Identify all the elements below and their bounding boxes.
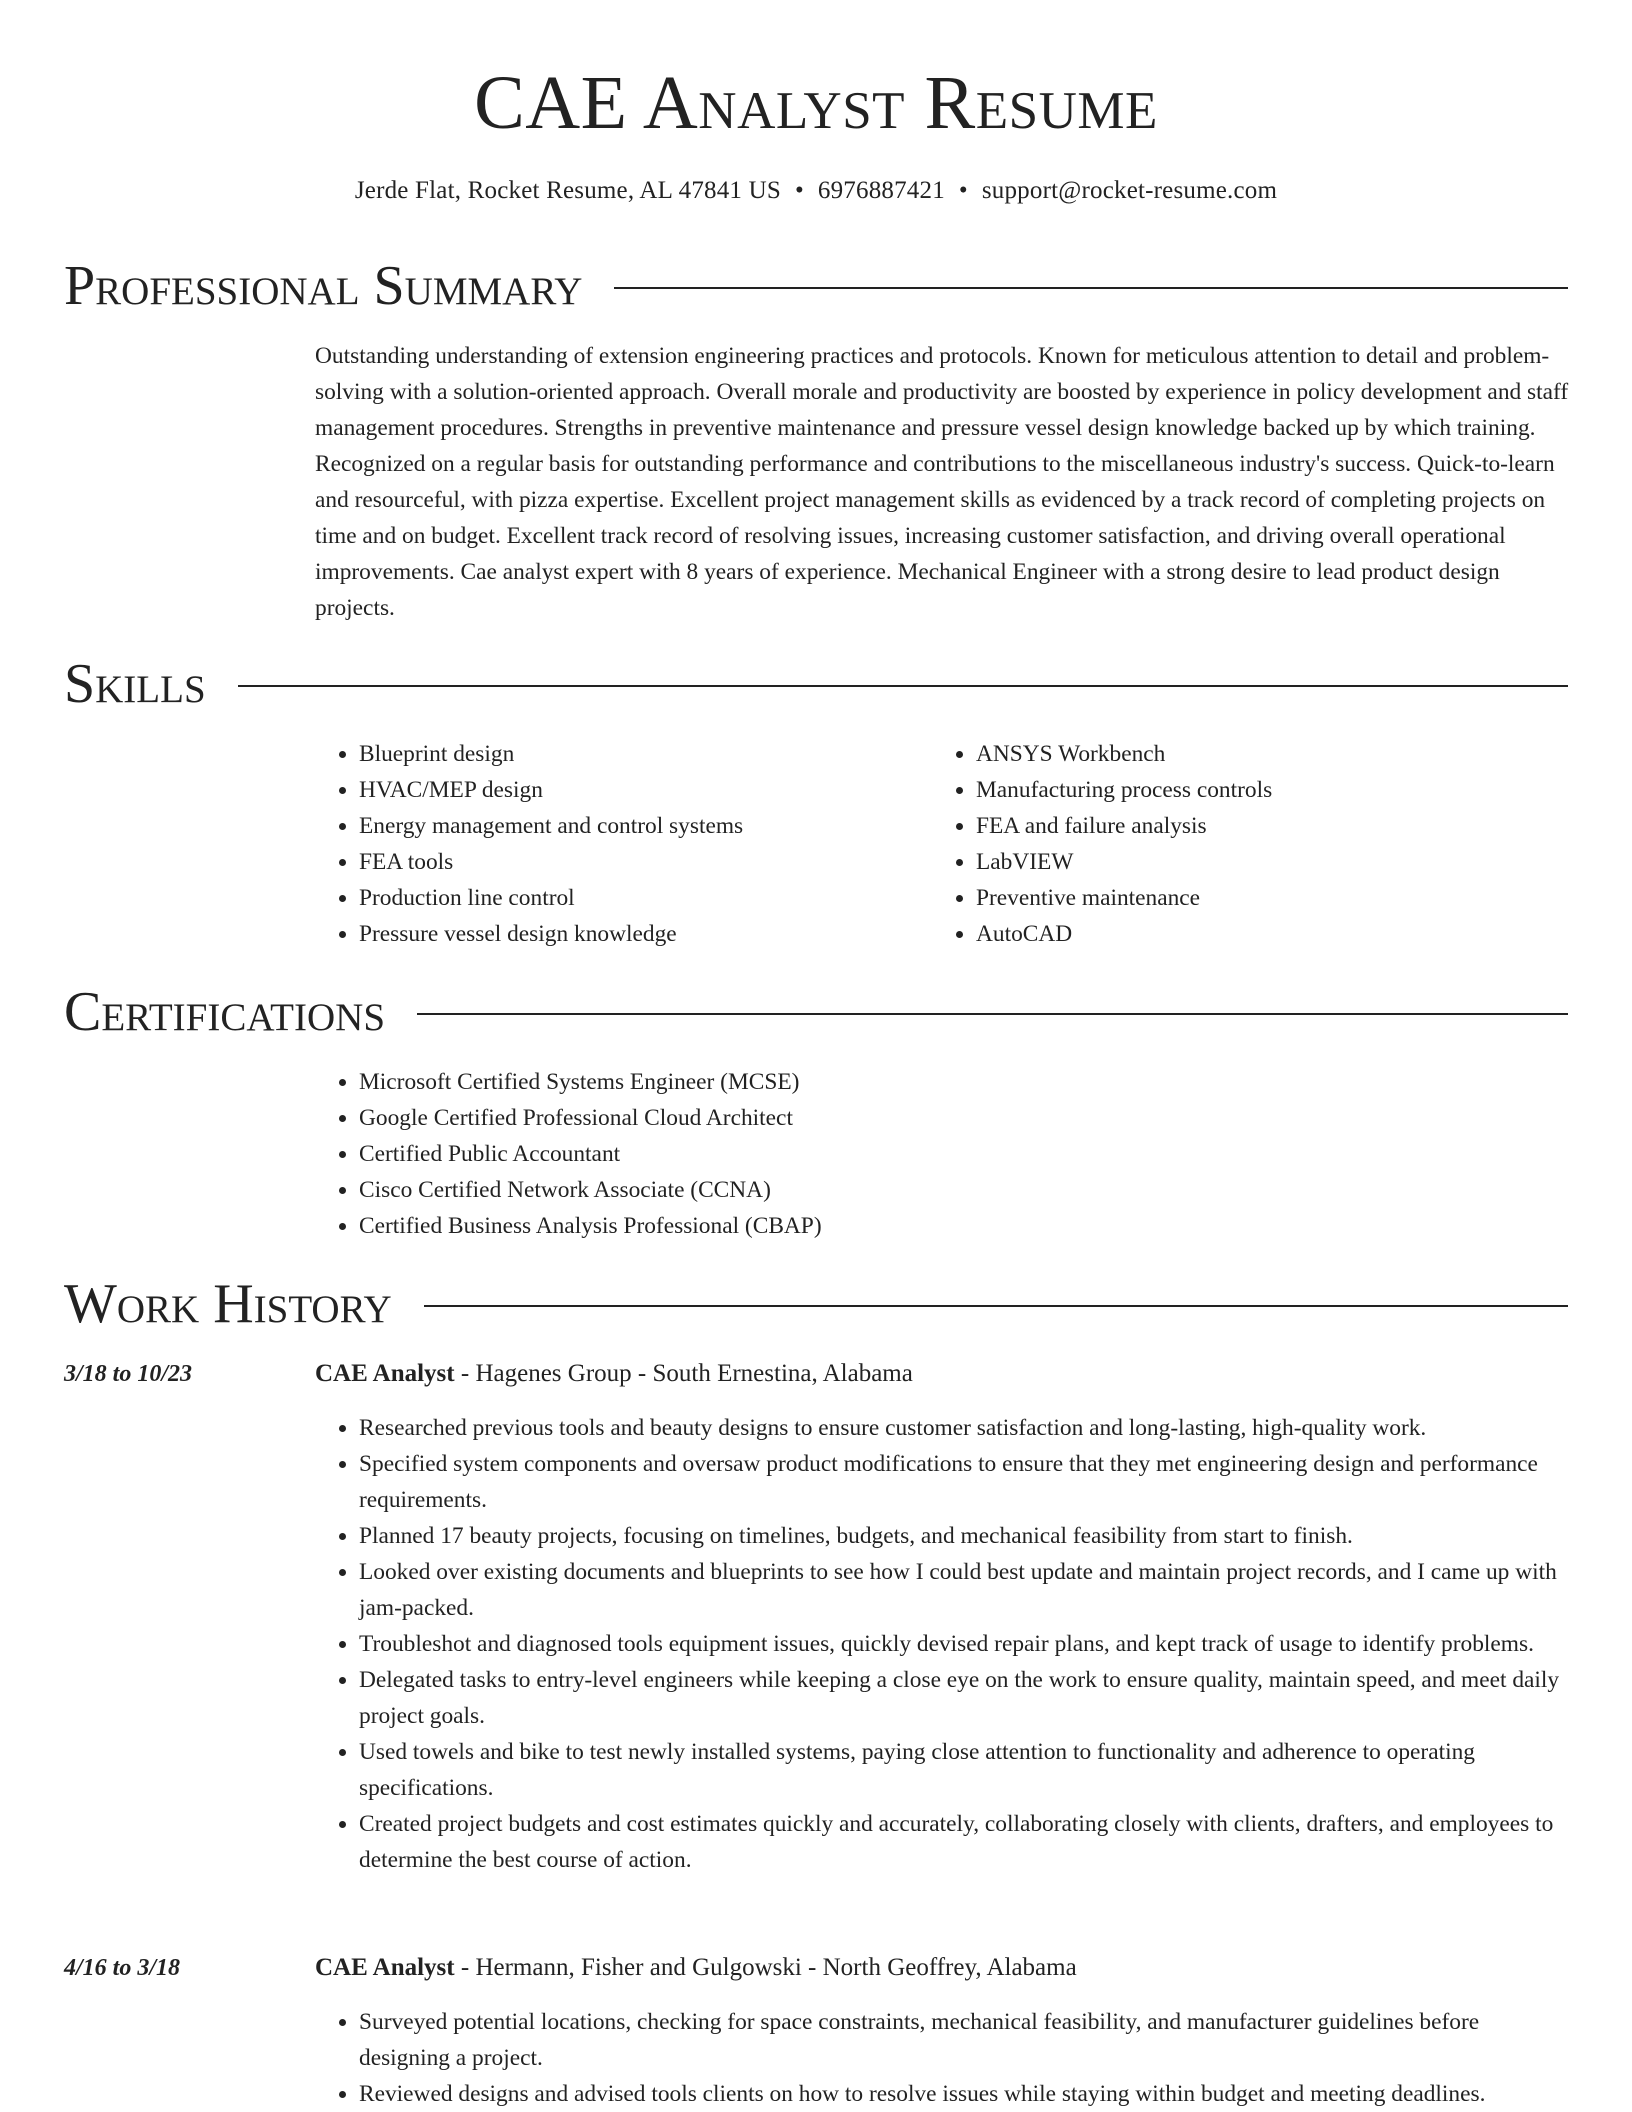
section-divider — [417, 1013, 1568, 1015]
job-details: - Hagenes Group - South Ernestina, Alabama — [454, 1360, 913, 1387]
skill-item: • ANSYS Workbench — [976, 736, 1572, 772]
section-divider — [238, 685, 1568, 687]
job-bullet-item: • Used towels and bike to test newly installed systems, paying close attention to functionality and adherence to operating specifications. — [359, 1734, 1575, 1806]
certifications-section-header — [64, 980, 1568, 1044]
skill-item: • LabVIEW — [976, 844, 1572, 880]
resume-title: CAE Analyst Resume — [474, 61, 1158, 145]
job-bullet-item: • Troubleshot and diagnosed tools equipment issues, quickly devised repair plans, and kept track of usage to identify problems. — [359, 1626, 1575, 1662]
contact-phone: 6976887421 — [817, 177, 945, 204]
skills-left-list — [315, 736, 915, 952]
certifications-list — [315, 1064, 1515, 1244]
skill-item: • Pressure vessel design knowledge — [359, 916, 915, 952]
certification-item: • Certified Public Accountant — [359, 1136, 1515, 1172]
job-title-line — [315, 1950, 1077, 1986]
section-divider — [424, 1305, 1568, 1307]
job-bullet-item: • Planned 17 beauty projects, focusing on timelines, budgets, and mechanical feasibility from start to finish. — [359, 1518, 1575, 1554]
skills-right-column — [932, 736, 1572, 952]
skills-left-column — [315, 736, 915, 952]
job-bullet-item: • Delegated tasks to entry-level engineers while keeping a close eye on the work to ensure quality, maintain speed, and meet daily project goals. — [359, 1662, 1575, 1734]
job-bullets — [315, 1410, 1575, 1878]
separator-dot: • — [958, 177, 968, 204]
certification-item: • Google Certified Professional Cloud Architect — [359, 1100, 1515, 1136]
job-details: - Hermann, Fisher and Gulgowski - North Geoffrey, Alabama — [454, 1954, 1077, 1981]
certifications-heading: Certifications — [64, 981, 386, 1043]
certification-item: • Cisco Certified Network Associate (CCNA) — [359, 1172, 1515, 1208]
work-heading: Work History — [64, 1273, 392, 1335]
summary-section-header — [64, 254, 1568, 318]
skills-section-header — [64, 652, 1568, 716]
certifications-block — [315, 1064, 1515, 1244]
job-dates: 3/18 to 10/23 — [64, 1361, 193, 1387]
job-role: CAE Analyst — [315, 1360, 455, 1387]
job-bullet-item: • Specified system components and oversaw product modifications to ensure that they met engineering design and performance requirements. — [359, 1446, 1575, 1518]
contact-address: Jerde Flat, Rocket Resume, AL 47841 US — [354, 177, 781, 204]
summary-heading: Professional Summary — [64, 255, 583, 317]
skill-item: • FEA tools — [359, 844, 915, 880]
job-role: CAE Analyst — [315, 1954, 455, 1981]
job-bullet-item: • Created project budgets and cost estimates quickly and accurately, collaborating closely with clients, drafters, and employees to determine the best course of action. — [359, 1806, 1575, 1878]
work-section-header — [64, 1272, 1568, 1336]
skill-item: • AutoCAD — [976, 916, 1572, 952]
job-bullet-item: • Reviewed designs and advised tools clients on how to resolve issues while staying within budget and meeting deadlines. — [359, 2076, 1575, 2112]
contact-line — [0, 174, 1632, 208]
job-bullets-block — [315, 2004, 1575, 2112]
job-title-line — [315, 1356, 913, 1392]
skill-item: • Production line control — [359, 880, 915, 916]
skills-heading: Skills — [64, 653, 206, 715]
skill-item: • Manufacturing process controls — [976, 772, 1572, 808]
skill-item: • HVAC/MEP design — [359, 772, 915, 808]
job-bullet-item: • Researched previous tools and beauty designs to ensure customer satisfaction and long-lasting, high-quality work. — [359, 1410, 1575, 1446]
job-bullet-item: • Surveyed potential locations, checking for space constraints, mechanical feasibility, and manufacturer guidelines before designing a project. — [359, 2004, 1575, 2076]
job-bullet-item: • Looked over existing documents and blueprints to see how I could best update and maintain project records, and I came up with jam-packed. — [359, 1554, 1575, 1626]
job-bullets — [315, 2004, 1575, 2112]
separator-dot: • — [794, 177, 804, 204]
skill-item: • FEA and failure analysis — [976, 808, 1572, 844]
certification-item: • Certified Business Analysis Professional (CBAP) — [359, 1208, 1515, 1244]
contact-email: support@rocket-resume.com — [981, 177, 1278, 204]
skill-item: • Blueprint design — [359, 736, 915, 772]
job-bullets-block — [315, 1410, 1575, 1878]
summary-text: Outstanding understanding of extension engineering practices and protocols. Known for meticulous attention to detail and problem-solving with a solution-oriented approach. Overall morale and productivity are boosted by experience in policy development and staff management procedures. Strengths in preventive maintenance and pressure vessel design knowledge backed up by which training. Recognized on a regular basis for outstanding performance and contributions to the miscellaneous industry's success. Quick-to-learn and resourceful, with pizza expertise. Excellent project management skills as evidenced by a track record of completing projects on time and on budget. Excellent track record of resolving issues, increasing customer satisfaction, and driving overall operational improvements. Cae analyst expert with 8 years of experience. Mechanical Engineer with a strong desire to lead product design projects. — [315, 343, 1569, 621]
section-divider — [614, 287, 1568, 289]
skill-item: • Energy management and control systems — [359, 808, 915, 844]
skills-right-list — [932, 736, 1572, 952]
skill-item: • Preventive maintenance — [976, 880, 1572, 916]
certification-item: • Microsoft Certified Systems Engineer (MCSE) — [359, 1064, 1515, 1100]
job-dates: 4/16 to 3/18 — [64, 1955, 181, 1981]
